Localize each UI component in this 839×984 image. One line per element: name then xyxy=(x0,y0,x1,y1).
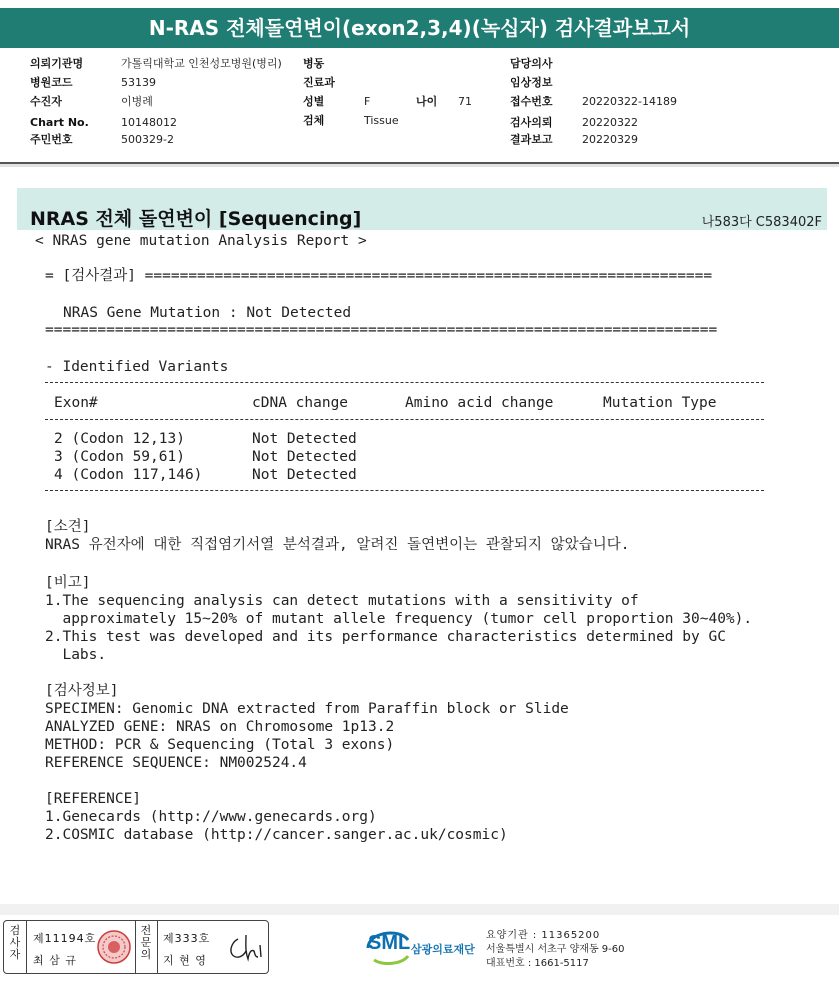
result-header: = [검사결과] ================================================================= xyxy=(45,268,713,284)
org-phone: 대표번호 : 1661-5117 xyxy=(486,958,589,969)
specimen-value: Tissue xyxy=(364,114,399,127)
row-cdna: Not Detected xyxy=(252,449,357,465)
section-title: NRAS 전체 돌연변이 [Sequencing] xyxy=(30,208,362,230)
remarks-line: 2.This test was developed and its performance characteristics determined by GC xyxy=(45,629,726,645)
reference-line: 1.Genecards (http://www.genecards.org) xyxy=(45,809,377,825)
clinical-label: 임상정보 xyxy=(510,76,553,89)
result-separator: ============================================================================= xyxy=(45,322,718,338)
org-address: 서울특별시 서초구 양재동 9-60 xyxy=(486,944,625,955)
org-name: 삼광의료재단 xyxy=(411,943,475,956)
chart-value: 10148012 xyxy=(121,116,177,129)
report-subtitle: < NRAS gene mutation Analysis Report > xyxy=(35,233,367,249)
row-exon: 4 (Codon 117,146) xyxy=(54,467,203,483)
patient-value: 이병례 xyxy=(121,95,153,108)
specialist-license: 제333호 xyxy=(163,932,211,945)
opinion-header: [소견] xyxy=(45,519,91,535)
sex-label: 성별 xyxy=(303,95,325,108)
header-divider-shadow xyxy=(0,164,839,167)
test-info-header: [검사정보] xyxy=(45,683,119,699)
sml-logo-text: SML xyxy=(368,932,411,954)
doctor-label: 담당의사 xyxy=(510,57,553,70)
tester-seal xyxy=(96,929,132,965)
care-code: 요양기관 : 11365200 xyxy=(486,930,601,941)
test-info-line: SPECIMEN: Genomic DNA extracted from Paraffin block or Slide xyxy=(45,701,569,717)
specimen-label: 검체 xyxy=(303,114,325,127)
test-info-line: METHOD: PCR & Sequencing (Total 3 exons) xyxy=(45,737,395,753)
hospital-code-value: 53139 xyxy=(121,76,156,89)
hospital-code-label: 병원코드 xyxy=(30,76,73,89)
test-info-line: ANALYZED GENE: NRAS on Chromosome 1p13.2 xyxy=(45,719,395,735)
report-date-value: 20220329 xyxy=(582,133,638,146)
remarks-line: approximately 15~20% of mutant allele frequency (tumor cell proportion 30~40%). xyxy=(45,611,753,627)
receipt-value: 20220322-14189 xyxy=(582,95,677,108)
resident-label: 주민번호 xyxy=(30,133,73,146)
reference-header: [REFERENCE] xyxy=(45,791,142,807)
col-exon-header: Exon# xyxy=(54,395,98,411)
specialist-name: 지 현 영 xyxy=(163,954,207,967)
row-exon: 3 (Codon 59,61) xyxy=(54,449,185,465)
opinion-text: NRAS 유전자에 대한 직접염기서열 분석결과, 알려진 돌연변이는 관찰되지 않았습니다. xyxy=(45,537,630,553)
institution-label: 의뢰기관명 xyxy=(30,57,84,70)
signature-box xyxy=(3,920,269,974)
table-header-rule xyxy=(45,419,764,420)
variants-header: - Identified Variants xyxy=(45,359,229,375)
report-title: N-RAS 전체돌연변이(exon2,3,4)(녹십자) 검사결과보고서 xyxy=(0,8,839,48)
col-cdna-header: cDNA change xyxy=(252,395,349,411)
row-cdna: Not Detected xyxy=(252,431,357,447)
test-code: 나583다 C583402F xyxy=(701,215,822,230)
tester-name: 최 삼 규 xyxy=(33,954,77,967)
remarks-line: 1.The sequencing analysis can detect mutations with a sensitivity of xyxy=(45,593,639,609)
col-amino-header: Amino acid change xyxy=(405,395,554,411)
receipt-label: 접수번호 xyxy=(510,95,553,108)
department-label: 진료과 xyxy=(303,76,335,89)
test-info-line: REFERENCE SEQUENCE: NM002524.4 xyxy=(45,755,307,771)
tester-license: 제11194호 xyxy=(33,932,97,945)
patient-label: 수진자 xyxy=(30,95,62,108)
report-date-label: 결과보고 xyxy=(510,133,553,146)
remarks-header: [비고] xyxy=(45,575,91,591)
table-top-rule xyxy=(45,382,764,383)
col-mutation-header: Mutation Type xyxy=(603,395,717,411)
ward-label: 병동 xyxy=(303,57,325,70)
age-label: 나이 xyxy=(416,95,438,108)
request-label: 검사의뢰 xyxy=(510,116,553,129)
remarks-line: Labs. xyxy=(45,647,107,663)
institution-value: 가톨릭대학교 인천성모병원(병리) xyxy=(121,57,282,70)
request-value: 20220322 xyxy=(582,116,638,129)
tester-vertical-label: 검 사 자 xyxy=(9,924,21,961)
reference-line: 2.COSMIC database (http://cancer.sanger.ac.uk/cosmic) xyxy=(45,827,508,843)
sex-value: F xyxy=(364,95,371,108)
row-exon: 2 (Codon 12,13) xyxy=(54,431,185,447)
resident-value: 500329-2 xyxy=(121,133,174,146)
specialist-vertical-label: 전 문 의 xyxy=(140,924,152,961)
age-value: 71 xyxy=(458,95,472,108)
specialist-signature xyxy=(224,929,266,967)
row-cdna: Not Detected xyxy=(252,467,357,483)
table-bottom-rule xyxy=(45,490,764,491)
chart-label: Chart No. xyxy=(30,116,89,129)
gene-result: NRAS Gene Mutation : Not Detected xyxy=(63,305,352,321)
footer-separator xyxy=(0,904,839,915)
